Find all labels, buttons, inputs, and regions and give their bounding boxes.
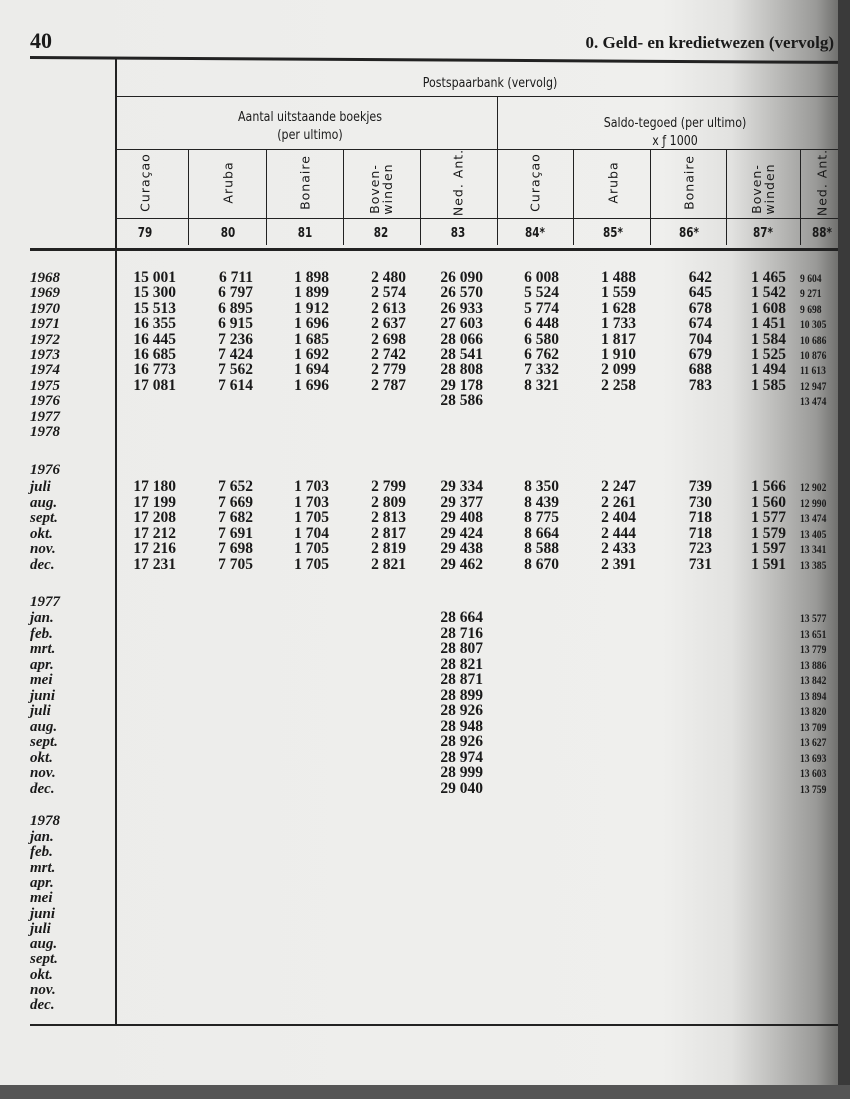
table-row (0, 829, 850, 845)
column-label: Bonaire (681, 155, 697, 210)
row-label: apr. (30, 874, 54, 891)
row-label: okt. (30, 749, 53, 766)
table-cell: 7 705 (218, 555, 253, 573)
table-row (0, 641, 850, 657)
table-cell: 1 899 (294, 284, 329, 302)
table-cell: 13 759 (800, 781, 827, 796)
row-label: dec. (30, 997, 55, 1014)
table-cell: 28 066 (440, 330, 483, 348)
table-cell: 731 (688, 555, 712, 573)
table-cell: 7 562 (218, 361, 253, 379)
bottom-rule (30, 1024, 838, 1026)
table-cell: 2 574 (371, 284, 406, 302)
table-row (0, 479, 850, 495)
table-cell: 7 652 (218, 478, 253, 495)
table-cell: 17 231 (133, 555, 176, 573)
table-cell: 8 664 (524, 524, 559, 542)
table-row (0, 657, 850, 673)
table-cell: 7 691 (218, 524, 253, 542)
column-divider (573, 150, 574, 245)
table-cell: 12 990 (800, 495, 827, 510)
row-label: 1974 (30, 362, 60, 379)
table-cell: 10 305 (800, 317, 827, 332)
table-cell: 7 424 (218, 346, 253, 363)
table-cell: 13 385 (800, 557, 827, 572)
table-cell: 2 261 (601, 493, 636, 511)
table-cell: 16 773 (133, 361, 176, 379)
table-cell: 1 597 (751, 540, 786, 557)
column-number: 88* (812, 226, 832, 241)
table-cell: 28 999 (440, 764, 483, 781)
table-cell: 13 405 (800, 526, 827, 541)
table-cell: 6 797 (218, 284, 253, 302)
table-row (0, 409, 850, 425)
table-row (0, 424, 850, 440)
group-right-line2: x ƒ 1000 (652, 134, 698, 149)
table-cell: 1 577 (751, 509, 786, 526)
row-label: aug. (30, 718, 58, 735)
table-cell: 2 813 (371, 509, 406, 526)
column-label: Boven- winden (749, 163, 777, 215)
table-cell: 6 448 (524, 315, 559, 333)
table-cell: 6 580 (524, 330, 559, 348)
table-cell: 2 404 (601, 509, 636, 526)
table-row (0, 610, 850, 626)
table-row (0, 875, 850, 891)
table-cell: 13 779 (800, 642, 827, 656)
table-cell: 704 (688, 330, 712, 348)
table-cell: 9 698 (800, 301, 822, 316)
table-cell: 1 591 (751, 555, 786, 573)
row-label: 1968 (30, 270, 60, 286)
table-cell: 1 584 (751, 330, 786, 348)
row-label: 1971 (30, 316, 60, 333)
table-cell: 2 821 (371, 555, 406, 573)
table-cell: 26 933 (440, 299, 483, 317)
table-row (0, 921, 850, 937)
table-cell: 28 586 (440, 392, 483, 410)
table-cell: 29 377 (440, 493, 483, 511)
table-row (0, 982, 850, 998)
row-label: 1976 (30, 393, 60, 410)
table-row (0, 844, 850, 860)
table-cell: 12 902 (800, 480, 827, 494)
table-cell: 13 627 (800, 735, 827, 749)
column-label: Curaçao (137, 153, 153, 212)
table-cell: 1 525 (751, 346, 786, 363)
table-cell: 28 948 (440, 717, 483, 735)
table-cell: 1 705 (294, 509, 329, 526)
table-cell: 9 271 (800, 286, 822, 301)
table-cell: 2 809 (371, 493, 406, 511)
column-divider (343, 150, 344, 245)
table-row (0, 495, 850, 511)
table-cell: 718 (688, 524, 712, 542)
table-cell: 1 488 (601, 269, 636, 286)
row-label: aug. (30, 494, 58, 511)
table-cell: 2 258 (601, 376, 636, 394)
section-heading: 1976 (30, 462, 60, 478)
table-row (0, 541, 850, 557)
table-cell: 1 692 (294, 346, 329, 363)
table-cell: 29 462 (440, 555, 483, 573)
table-cell: 28 541 (440, 346, 483, 363)
table-row (0, 285, 850, 301)
table-row (0, 393, 850, 409)
table-cell: 1 451 (751, 315, 786, 333)
table-row (0, 765, 850, 781)
table-cell: 2 637 (371, 315, 406, 333)
table-cell: 13 820 (800, 704, 827, 718)
table-cell: 7 614 (218, 376, 253, 394)
column-divider (650, 150, 651, 245)
table-cell: 8 350 (524, 478, 559, 495)
group-right-line1: Saldo-tegoed (per ultimo) (603, 116, 747, 131)
table-cell: 13 341 (800, 542, 827, 556)
table-cell: 13 886 (800, 657, 827, 672)
table-cell: 783 (688, 376, 712, 394)
table-cell: 1 628 (601, 299, 636, 317)
top-rule (30, 56, 838, 64)
table-cell: 674 (688, 315, 712, 333)
group-left-line2: (per ultimo) (277, 128, 343, 143)
table-row (0, 362, 850, 378)
row-label: nov. (30, 765, 56, 781)
row-label: feb. (30, 844, 53, 861)
title-rule (117, 96, 838, 97)
table-cell: 28 807 (440, 640, 483, 657)
table-cell: 17 208 (133, 509, 176, 526)
row-label: nov. (30, 541, 56, 557)
table-row (0, 890, 850, 906)
row-label: juli (30, 479, 51, 495)
row-label: 1973 (30, 347, 60, 363)
table-cell: 10 876 (800, 348, 827, 362)
table-row (0, 997, 850, 1013)
column-number: 79 (137, 226, 153, 241)
table-cell: 5 524 (524, 284, 559, 302)
section-heading: 1978 (30, 813, 60, 829)
table-cell: 29 334 (440, 478, 483, 495)
table-cell: 13 474 (800, 394, 827, 409)
column-divider (188, 150, 189, 245)
table-cell: 1 585 (751, 376, 786, 394)
table-row (0, 906, 850, 922)
row-label: juli (30, 703, 51, 719)
table-cell: 8 670 (524, 555, 559, 573)
column-divider (420, 150, 421, 245)
column-number: 82 (373, 226, 389, 241)
row-label: sept. (30, 510, 58, 526)
row-label: okt. (30, 525, 53, 542)
table-row (0, 951, 850, 967)
table-cell: 28 871 (440, 671, 483, 688)
table-cell: 1 579 (751, 524, 786, 542)
row-label: 1969 (30, 285, 60, 302)
column-number: 85* (603, 226, 623, 241)
table-cell: 28 821 (440, 655, 483, 673)
table-cell: 7 236 (218, 330, 253, 348)
table-cell: 17 081 (133, 376, 176, 394)
row-label: jan. (30, 829, 54, 845)
column-number: 81 (297, 226, 313, 241)
table-cell: 28 716 (440, 624, 483, 642)
column-number: 83 (450, 226, 466, 241)
table-cell: 2 787 (371, 376, 406, 394)
table-cell: 688 (688, 361, 712, 379)
table-cell: 2 779 (371, 361, 406, 379)
table-row (0, 526, 850, 542)
table-row (0, 301, 850, 317)
column-divider (800, 150, 801, 245)
table-cell: 678 (688, 299, 712, 317)
table-cell: 1 465 (751, 269, 786, 286)
column-label: Curaçao (527, 153, 543, 212)
table-row (0, 332, 850, 348)
table-row (0, 378, 850, 394)
column-label: Boven- winden (367, 163, 395, 215)
table-cell: 7 669 (218, 493, 253, 511)
table-cell: 7 332 (524, 361, 559, 379)
table-cell: 1 696 (294, 315, 329, 333)
table-row (0, 750, 850, 766)
table-cell: 17 180 (133, 478, 176, 495)
column-divider (266, 150, 267, 245)
table-cell: 28 899 (440, 686, 483, 704)
table-cell: 1 703 (294, 478, 329, 495)
table-cell: 17 216 (133, 540, 176, 557)
row-label: okt. (30, 966, 53, 983)
table-cell: 6 711 (218, 269, 253, 286)
table-cell: 1 696 (294, 376, 329, 394)
table-cell: 6 895 (218, 299, 253, 317)
column-number: 84* (525, 226, 545, 241)
row-label: 1978 (30, 424, 60, 440)
table-cell: 730 (688, 493, 712, 511)
row-label: feb. (30, 625, 53, 642)
table-cell: 28 926 (440, 702, 483, 719)
table-cell: 1 685 (294, 330, 329, 348)
table-title: Postspaarbank (vervolg) (422, 76, 558, 91)
table-cell: 8 321 (524, 376, 559, 394)
table-cell: 5 774 (524, 299, 559, 317)
table-cell: 13 894 (800, 688, 827, 703)
table-cell: 8 775 (524, 509, 559, 526)
table-cell: 28 926 (440, 733, 483, 750)
table-cell: 16 685 (133, 346, 176, 363)
table-cell: 1 542 (751, 284, 786, 302)
table-row (0, 688, 850, 704)
column-label: Ned. Ant. (450, 148, 466, 217)
row-label: juli (30, 920, 51, 937)
table-cell: 2 698 (371, 330, 406, 348)
table-cell: 27 603 (440, 315, 483, 333)
table-row (0, 936, 850, 952)
table-cell: 8 588 (524, 540, 559, 557)
row-label: mrt. (30, 641, 56, 657)
section-heading: 1977 (30, 594, 60, 610)
table-cell: 1 560 (751, 493, 786, 511)
table-cell: 1 703 (294, 493, 329, 511)
table-row (0, 734, 850, 750)
row-label: 1977 (30, 408, 60, 425)
table-row (0, 860, 850, 876)
table-cell: 7 698 (218, 540, 253, 557)
table-cell: 9 604 (800, 271, 822, 285)
table-cell: 2 742 (371, 346, 406, 363)
header-bottom-rule (30, 248, 838, 251)
group-left-line1: Aantal uitstaande boekjes (238, 110, 382, 125)
row-label: apr. (30, 656, 54, 673)
table-row (0, 672, 850, 688)
table-cell: 13 842 (800, 673, 827, 687)
page-number: 40 (30, 28, 52, 53)
row-label: juni (30, 687, 56, 704)
table-row (0, 719, 850, 735)
row-label: mrt. (30, 859, 56, 876)
table-row (0, 703, 850, 719)
group-divider (497, 97, 498, 245)
table-cell: 1 898 (294, 269, 329, 286)
table-cell: 15 001 (133, 269, 176, 286)
table-cell: 6 915 (218, 315, 253, 333)
table-cell: 29 040 (440, 779, 483, 797)
table-row (0, 347, 850, 363)
table-cell: 6 762 (524, 346, 559, 363)
row-label: dec. (30, 556, 55, 573)
table-cell: 2 819 (371, 540, 406, 557)
table-cell: 12 947 (800, 378, 827, 393)
table-cell: 718 (688, 509, 712, 526)
table-cell: 13 709 (800, 719, 827, 734)
table-cell: 11 613 (800, 363, 826, 378)
row-label: nov. (30, 982, 56, 998)
table-cell: 29 424 (440, 524, 483, 542)
table-cell: 8 439 (524, 493, 559, 511)
table-cell: 2 799 (371, 478, 406, 495)
table-cell: 2 247 (601, 478, 636, 495)
column-label: Aruba (220, 161, 236, 204)
row-label: dec. (30, 780, 55, 797)
table-cell: 1 694 (294, 361, 329, 379)
table-cell: 645 (688, 284, 712, 302)
row-label: aug. (30, 936, 58, 953)
table-cell: 1 705 (294, 540, 329, 557)
table-cell: 15 300 (133, 284, 176, 302)
row-label: sept. (30, 951, 58, 968)
table-cell: 10 686 (800, 332, 827, 347)
table-row (0, 557, 850, 573)
row-label: mei (30, 672, 53, 688)
book-binding-edge (838, 0, 850, 1099)
column-divider (726, 150, 727, 245)
table-cell: 6 008 (524, 269, 559, 286)
column-number: 87* (753, 226, 773, 241)
table-cell: 1 733 (601, 315, 636, 333)
table-row (0, 781, 850, 797)
table-cell: 723 (688, 540, 712, 557)
column-number: 80 (220, 226, 236, 241)
table-cell: 29 178 (440, 376, 483, 394)
table-cell: 16 355 (133, 315, 176, 333)
table-row (0, 510, 850, 526)
table-cell: 1 566 (751, 478, 786, 495)
scan-bottom-edge (0, 1085, 850, 1099)
row-label: sept. (30, 734, 58, 750)
row-label: jan. (30, 610, 54, 626)
table-cell: 2 433 (601, 540, 636, 557)
table-cell: 26 090 (440, 269, 483, 286)
table-cell: 16 445 (133, 330, 176, 348)
table-cell: 2 613 (371, 299, 406, 317)
table-cell: 13 577 (800, 611, 827, 625)
table-cell: 26 570 (440, 284, 483, 302)
table-cell: 17 212 (133, 524, 176, 542)
table-cell: 1 705 (294, 555, 329, 573)
table-cell: 15 513 (133, 299, 176, 317)
table-row (0, 626, 850, 642)
row-label: juni (30, 905, 56, 922)
row-label: 1975 (30, 377, 60, 394)
column-label: Aruba (605, 161, 621, 204)
table-cell: 13 693 (800, 750, 827, 765)
table-row (0, 316, 850, 332)
table-cell: 2 391 (601, 555, 636, 573)
table-cell: 13 651 (800, 626, 827, 641)
table-cell: 1 910 (601, 346, 636, 363)
table-cell: 7 682 (218, 509, 253, 526)
table-cell: 13 603 (800, 766, 827, 780)
table-cell: 13 474 (800, 511, 827, 525)
row-label: 1972 (30, 331, 60, 348)
table-cell: 1 608 (751, 299, 786, 317)
table-cell: 2 480 (371, 269, 406, 286)
table-cell: 2 444 (601, 524, 636, 542)
table-cell: 29 408 (440, 509, 483, 526)
table-cell: 1 817 (601, 330, 636, 348)
table-cell: 739 (688, 478, 712, 495)
table-cell: 28 974 (440, 748, 483, 766)
row-label: mei (30, 890, 53, 907)
table-cell: 679 (688, 346, 712, 363)
table-cell: 28 808 (440, 361, 483, 379)
table-cell: 2 099 (601, 361, 636, 379)
table-cell: 642 (688, 269, 712, 286)
table-cell: 17 199 (133, 493, 176, 511)
table-cell: 1 559 (601, 284, 636, 302)
table-cell: 1 912 (294, 299, 329, 317)
table-cell: 28 664 (440, 609, 483, 626)
row-label: 1970 (30, 300, 60, 317)
running-head: 0. Geld- en kredietwezen (vervolg) (585, 33, 834, 52)
column-number: 86* (679, 226, 699, 241)
table-cell: 29 438 (440, 540, 483, 557)
table-row (0, 270, 850, 286)
table-cell: 2 817 (371, 524, 406, 542)
table-row (0, 967, 850, 983)
table-cell: 1 704 (294, 524, 329, 542)
column-label: Bonaire (297, 155, 313, 210)
column-label: Ned. Ant. (814, 148, 830, 217)
table-cell: 1 494 (751, 361, 786, 379)
